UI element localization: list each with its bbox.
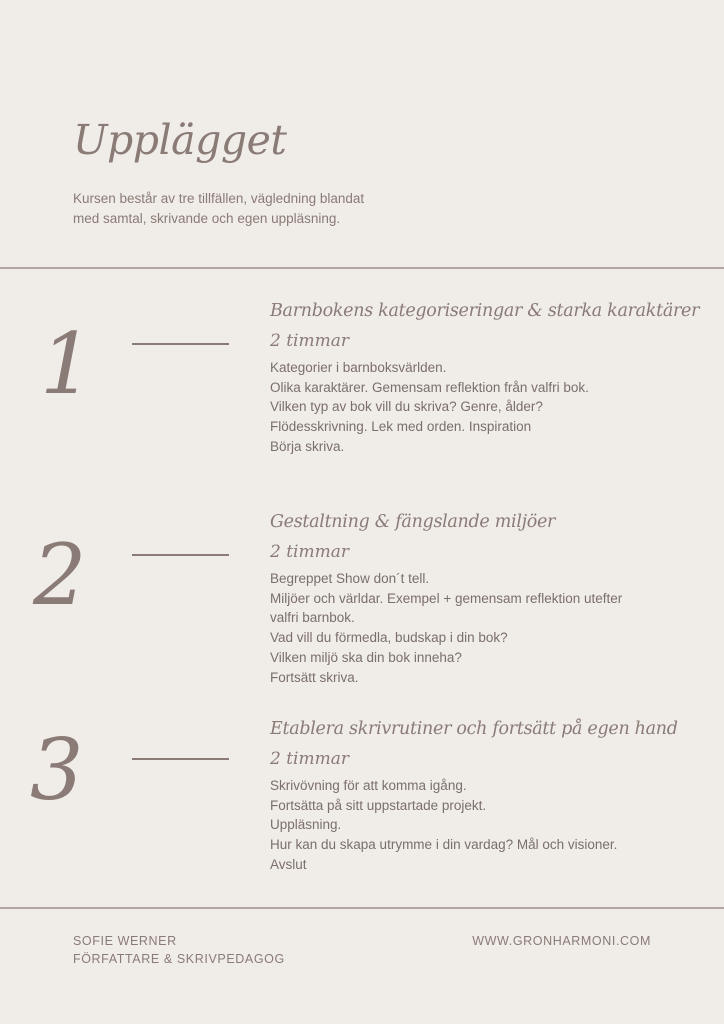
website-link[interactable]: WWW.GRONHARMONI.COM xyxy=(472,934,651,948)
session-duration: 2 timmar xyxy=(270,331,349,351)
session-line: Vilken typ av bok vill du skriva? Genre, ålder? xyxy=(270,399,543,415)
session-duration: 2 timmar xyxy=(270,749,349,769)
session-lines xyxy=(270,569,710,687)
session-line: Flödesskrivning. Lek med orden. Inspiration xyxy=(270,419,532,435)
session-content xyxy=(270,511,710,687)
session-title: Barnbokens kategoriseringar & starka karaktärer xyxy=(270,301,700,321)
author-role: FÖRFATTARE & SKRIVPEDAGOG xyxy=(73,952,285,966)
session-lines xyxy=(270,776,710,875)
session-number: 1 xyxy=(40,315,94,413)
session-line: Skrivövning för att komma igång. xyxy=(270,778,467,793)
session-duration: 2 timmar xyxy=(270,542,349,562)
session-line: Olika karaktärer. Gemensam reflektion från valfri bok. xyxy=(270,379,589,395)
session-content xyxy=(270,718,710,875)
session-number: 3 xyxy=(30,721,84,819)
session-title: Gestaltning & fängslande miljöer xyxy=(270,512,556,532)
session-line: Uppläsning. xyxy=(270,817,342,833)
session-line: Hur kan du skapa utrymme i din vardag? Mål och visioner. xyxy=(270,837,618,853)
session-dash xyxy=(132,554,229,556)
session-line: Vad vill du förmedla, budskap i din bok? xyxy=(270,630,508,646)
session-line: valfri barnbok. xyxy=(270,610,355,626)
session-line: Börja skriva. xyxy=(270,438,345,454)
session-title: Etablera skrivrutiner och fortsätt på egen hand xyxy=(270,719,678,739)
session-line: Vilken miljö ska din bok inneha? xyxy=(270,649,462,665)
session-dash xyxy=(132,758,229,760)
intro-text: Kursen består av tre tillfällen, vägledning blandat med samtal, skrivande och egen uppläsning. xyxy=(73,191,365,226)
session-line: Miljöer och världar. Exempel + gemensam reflektion utefter xyxy=(270,590,623,606)
session-line: Fortsätta på sitt uppstartade projekt. xyxy=(270,797,487,813)
session-dash xyxy=(132,343,229,345)
footer-author xyxy=(73,932,285,968)
session-line: Kategorier i barnboksvärlden. xyxy=(270,360,447,375)
session-line: Avslut xyxy=(270,856,307,872)
session-line: Begreppet Show don´t tell. xyxy=(270,571,430,586)
divider-top xyxy=(0,267,724,269)
session-line: Fortsätt skriva. xyxy=(270,669,359,685)
page-title: Upplägget xyxy=(73,116,287,164)
author-name: SOFIE WERNER xyxy=(73,934,177,948)
session-content xyxy=(270,300,710,457)
session-number: 2 xyxy=(33,526,87,624)
session-lines xyxy=(270,358,710,457)
divider-bottom xyxy=(0,907,724,909)
